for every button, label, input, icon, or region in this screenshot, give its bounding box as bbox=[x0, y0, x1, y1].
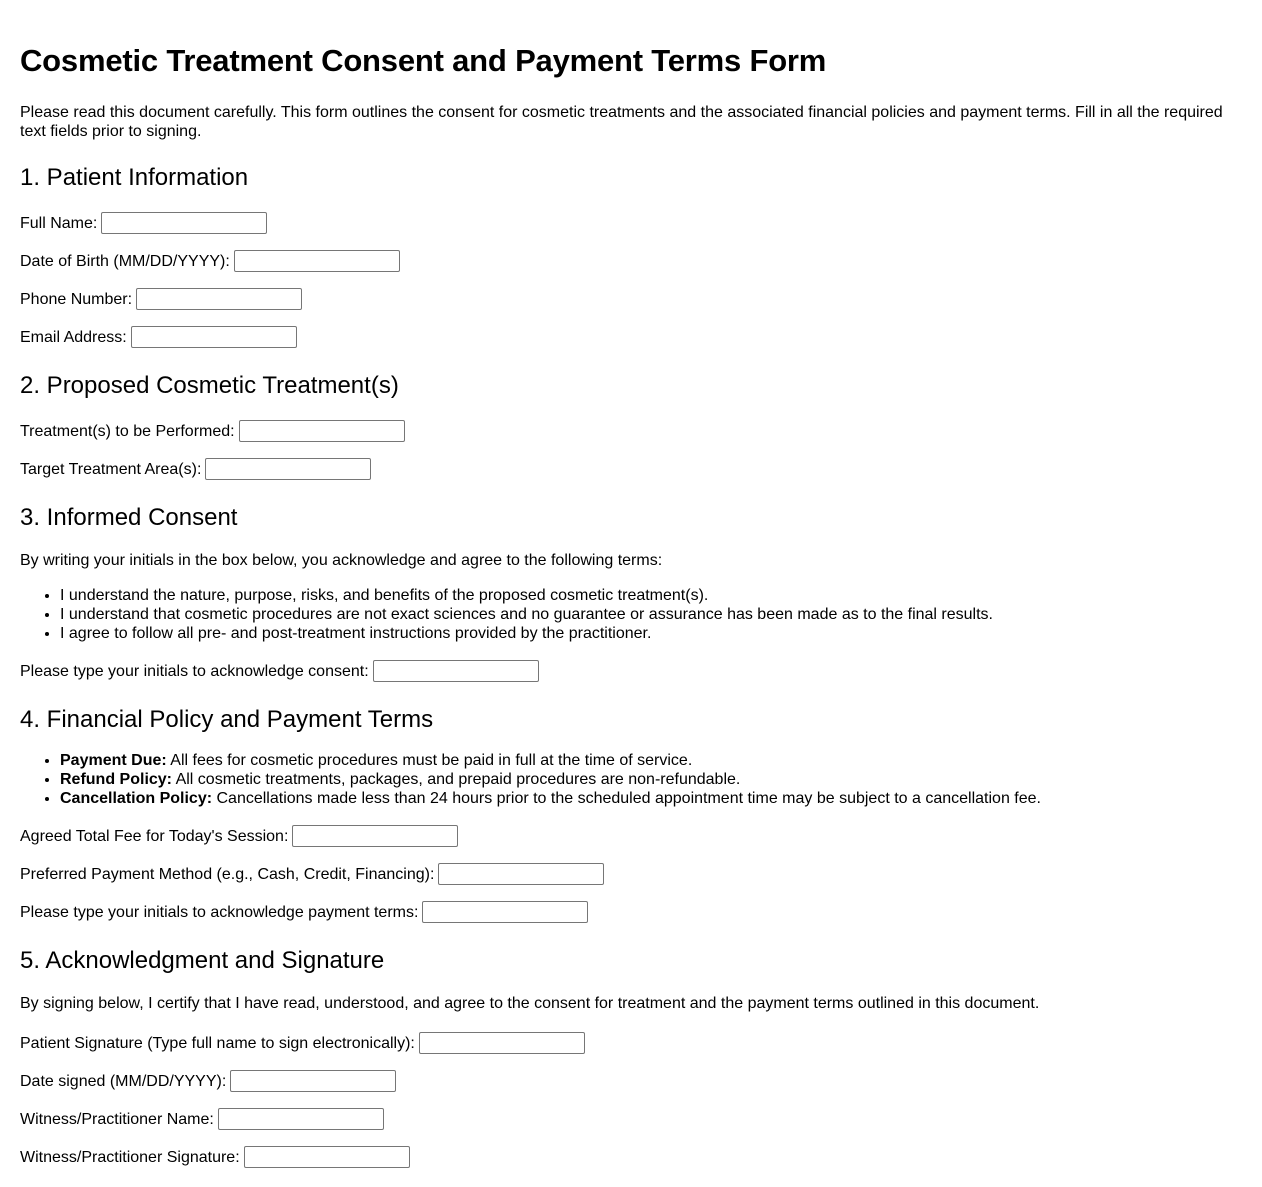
section-heading-financial-policy: 4. Financial Policy and Payment Terms bbox=[20, 706, 434, 733]
section-heading-informed-consent: 3. Informed Consent bbox=[20, 504, 238, 531]
list-item bbox=[60, 789, 1242, 808]
payment-initials-input[interactable] bbox=[422, 901, 588, 923]
consent-terms-list bbox=[20, 586, 1242, 643]
section-heading-patient-information: 1. Patient Information bbox=[20, 164, 249, 191]
signature-row bbox=[20, 1031, 1242, 1055]
date-signed-label: Date signed (MM/DD/YYYY): bbox=[20, 1072, 227, 1090]
list-item: • I understand that cosmetic procedures are not exact sciences and no guarantee or assurance has been made as to the final results. bbox=[60, 605, 1242, 624]
list-item bbox=[60, 770, 1242, 789]
date-signed-input[interactable] bbox=[230, 1070, 396, 1092]
signature-input[interactable] bbox=[419, 1032, 585, 1054]
witness-name-row bbox=[20, 1107, 1242, 1131]
term-label: Cancellation Policy: bbox=[60, 790, 213, 807]
payment-method-label: Preferred Payment Method (e.g., Cash, Credit, Financing): bbox=[20, 865, 435, 883]
treatments-label: Treatment(s) to be Performed: bbox=[20, 422, 235, 440]
areas-input[interactable] bbox=[205, 458, 371, 480]
date-signed-row bbox=[20, 1069, 1242, 1093]
list-item bbox=[60, 751, 1242, 770]
section-heading-acknowledgment: 5. Acknowledgment and Signature bbox=[20, 947, 385, 974]
witness-signature-input[interactable] bbox=[244, 1146, 410, 1168]
financial-terms-list bbox=[20, 751, 1242, 808]
email-row bbox=[20, 325, 1242, 349]
phone-input[interactable] bbox=[136, 288, 302, 310]
fee-input[interactable] bbox=[292, 825, 458, 847]
full-name-input[interactable] bbox=[101, 212, 267, 234]
email-label: Email Address: bbox=[20, 328, 127, 346]
witness-signature-label: Witness/Practitioner Signature: bbox=[20, 1148, 240, 1166]
phone-label: Phone Number: bbox=[20, 290, 133, 308]
payment-method-input[interactable] bbox=[438, 863, 604, 885]
payment-method-row bbox=[20, 862, 1242, 886]
areas-label: Target Treatment Area(s): bbox=[20, 460, 202, 478]
consent-lead-text: By writing your initials in the box below, you acknowledge and agree to the following terms: bbox=[20, 552, 663, 569]
list-item: • I agree to follow all pre- and post-treatment instructions provided by the practitioner. bbox=[60, 624, 1242, 643]
page-title: Cosmetic Treatment Consent and Payment Terms Form bbox=[20, 43, 827, 78]
payment-initials-label: Please type your initials to acknowledge payment terms: bbox=[20, 903, 419, 921]
list-item: • I understand the nature, purpose, risks, and benefits of the proposed cosmetic treatment(s). bbox=[60, 586, 1242, 605]
term-text: All cosmetic treatments, packages, and prepaid procedures are non-refundable. bbox=[172, 771, 741, 788]
consent-initials-input[interactable] bbox=[373, 660, 539, 682]
intro-text: Please read this document carefully. This form outlines the consent for cosmetic treatments and the associated financial policies and payment terms. Fill in all the required text fields prior to signing. bbox=[20, 104, 1223, 140]
treatments-input[interactable] bbox=[239, 420, 405, 442]
areas-row bbox=[20, 457, 1242, 481]
dob-input[interactable] bbox=[234, 250, 400, 272]
phone-row bbox=[20, 287, 1242, 311]
term-label: Payment Due: bbox=[60, 752, 167, 769]
dob-row bbox=[20, 249, 1242, 273]
full-name-label: Full Name: bbox=[20, 214, 98, 232]
term-label: Refund Policy: bbox=[60, 771, 173, 788]
witness-signature-row bbox=[20, 1145, 1242, 1169]
consent-initials-row bbox=[20, 659, 1242, 683]
dob-label: Date of Birth (MM/DD/YYYY): bbox=[20, 252, 230, 270]
term-text: Cancellations made less than 24 hours prior to the scheduled appointment time may be subject to a cancellation fee. bbox=[212, 790, 1041, 807]
witness-name-input[interactable] bbox=[218, 1108, 384, 1130]
fee-row bbox=[20, 824, 1242, 848]
fee-label: Agreed Total Fee for Today's Session: bbox=[20, 827, 289, 845]
payment-initials-row bbox=[20, 900, 1242, 924]
witness-name-label: Witness/Practitioner Name: bbox=[20, 1110, 214, 1128]
signature-label: Patient Signature (Type full name to sign electronically): bbox=[20, 1034, 415, 1052]
acknowledgment-lead-text: By signing below, I certify that I have read, understood, and agree to the consent for treatment and the payment terms outlined in this document. bbox=[20, 995, 1040, 1012]
email-input[interactable] bbox=[131, 326, 297, 348]
consent-initials-label: Please type your initials to acknowledge consent: bbox=[20, 662, 369, 680]
term-text: All fees for cosmetic procedures must be paid in full at the time of service. bbox=[166, 752, 693, 769]
full-name-row bbox=[20, 211, 1242, 235]
section-heading-proposed-treatments: 2. Proposed Cosmetic Treatment(s) bbox=[20, 372, 399, 399]
treatments-row bbox=[20, 419, 1242, 443]
